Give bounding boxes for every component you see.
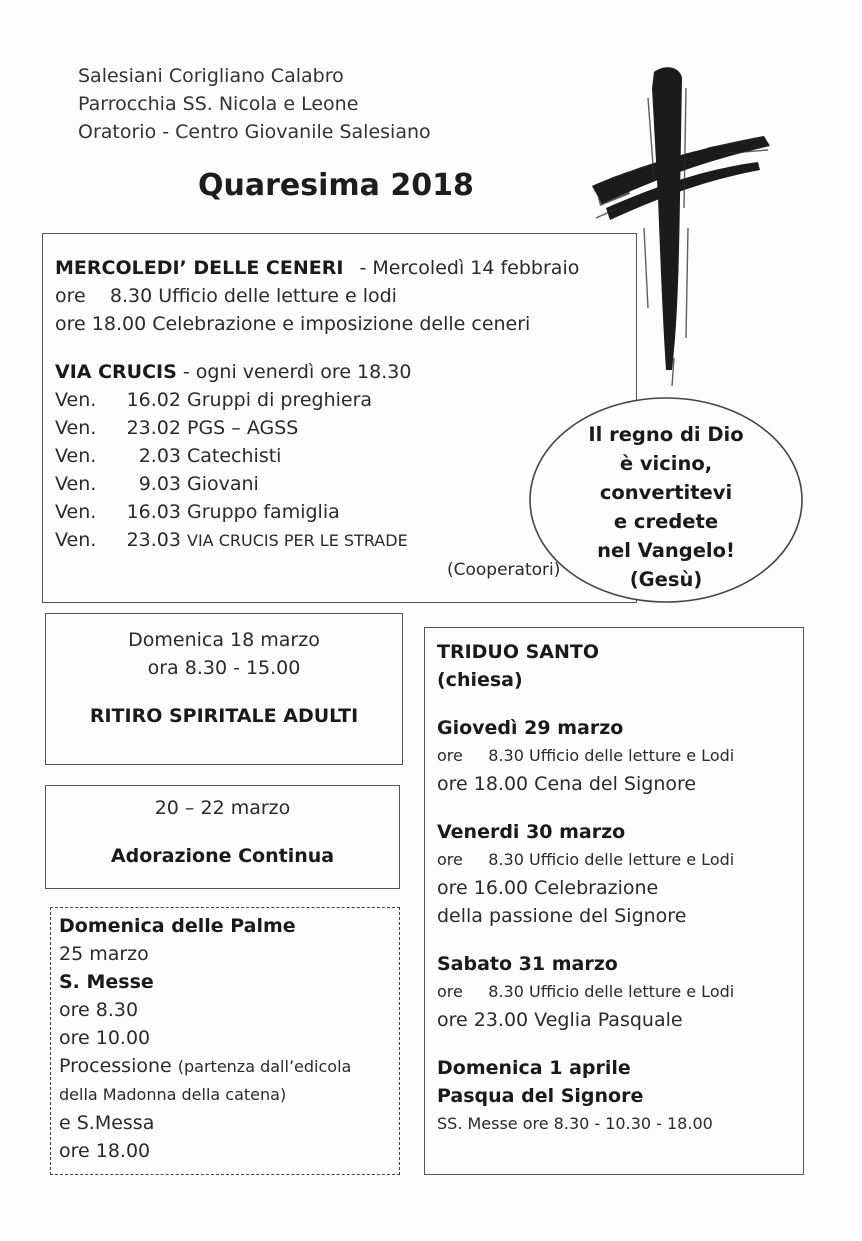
callout-line: convertitevi [599,481,733,504]
processione-note: (partenza dall’edicola [177,1057,352,1076]
ritiro-box [45,613,403,765]
messe-heading: S. Messe [59,971,154,993]
palme-date: 25 marzo [59,943,149,965]
row-text: Gruppo famiglia [187,501,340,523]
row-date: 16.03 [126,501,181,523]
callout-line: Il regno di Dio [588,423,744,446]
ceneri-heading: MERCOLEDI’ DELLE CENERI [55,257,344,279]
messa-time: ore 18.00 [59,1140,151,1162]
row-text: Gruppi di preghiera [187,389,373,411]
venerdi-line: della passione del Signore [437,905,687,927]
row-text: PGS – AGSS [187,417,299,439]
row-day: Ven. [55,529,97,551]
pasqua-messe: SS. Messe ore 8.30 - 10.30 - 18.00 [437,1114,713,1133]
sabato-line: ore 8.30 Ufficio delle letture e Lodi [437,982,735,1001]
ritiro-time: ora 8.30 - 15.00 [147,657,301,679]
header-line-1: Salesiani Corigliano Calabro [78,65,344,87]
giovedi-line: ore 18.00 Cena del Signore [437,773,697,795]
messa-time: ore 8.30 [59,999,139,1021]
messa-time: ore 10.00 [59,1027,151,1049]
ritiro-date: Domenica 18 marzo [128,629,320,651]
messa-label: e S.Messa [59,1112,155,1134]
venerdi-line: ore 8.30 Ufficio delle letture e Lodi [437,850,735,869]
callout-line: nel Vangelo! [597,539,735,562]
processione-label: Processione [59,1055,172,1077]
triduo-box [424,627,804,1175]
ritiro-title: RITIRO SPIRITALE ADULTI [89,705,359,727]
header-line-2: Parrocchia SS. Nicola e Leone [78,93,359,115]
row-text: VIA CRUCIS PER LE STRADE [187,531,408,550]
callout-line: è vicino, [619,452,713,475]
triduo-heading: TRIDUO SANTO [437,641,600,663]
row-date: 16.02 [126,389,181,411]
adorazione-date: 20 – 22 marzo [154,797,291,819]
ore-label: ore [55,285,86,307]
via-crucis-heading: VIA CRUCIS [55,361,177,383]
row-day: Ven. [55,389,97,411]
item-text: Celebrazione e imposizione delle ceneri [152,313,531,335]
row-day: Ven. [55,445,97,467]
row-text: Giovani [187,473,259,495]
processione-note-2: della Madonna della catena) [59,1085,287,1104]
adorazione-box [45,785,400,889]
cooperatori-note: (Cooperatori) [447,560,561,580]
row-text: Catechisti [187,445,282,467]
header-line-3: Oratorio - Centro Giovanile Salesiano [78,121,431,143]
header-block [78,62,431,146]
time: 8.30 [109,285,153,307]
ceneri-item [55,310,675,338]
sabato-heading: Sabato 31 marzo [437,953,618,975]
row-date: 23.03 [126,529,181,551]
pasqua-title: Pasqua del Signore [437,1085,644,1107]
adorazione-title: Adorazione Continua [110,845,335,867]
ceneri-date: - Mercoledì 14 febbraio [359,257,580,279]
palme-box [50,907,400,1175]
via-crucis-schedule: - ogni venerdì ore 18.30 [182,361,412,383]
venerdi-line: ore 16.00 Celebrazione [437,877,659,899]
page-title: Quaresima 2018 [198,168,474,203]
triduo-subheading: (chiesa) [437,669,523,691]
palme-heading: Domenica delle Palme [59,915,296,937]
giovedi-line: ore 8.30 Ufficio delle letture e Lodi [437,746,735,765]
pasqua-heading: Domenica 1 aprile [437,1057,631,1079]
row-date: 9.03 [138,473,181,495]
callout-text [527,420,805,594]
callout-line: e credete [613,510,719,533]
callout-line: (Gesù) [629,568,703,591]
row-day: Ven. [55,417,97,439]
row-day: Ven. [55,501,97,523]
item-text: Ufficio delle letture e lodi [158,285,397,307]
row-day: Ven. [55,473,97,495]
giovedi-heading: Giovedì 29 marzo [437,717,624,739]
row-date: 23.02 [126,417,181,439]
ore-label: ore [55,313,86,335]
sabato-line: ore 23.00 Veglia Pasquale [437,1009,683,1031]
row-date: 2.03 [138,445,181,467]
ceneri-item [55,282,675,310]
venerdi-heading: Venerdi 30 marzo [437,821,626,843]
time: 18.00 [91,313,147,335]
